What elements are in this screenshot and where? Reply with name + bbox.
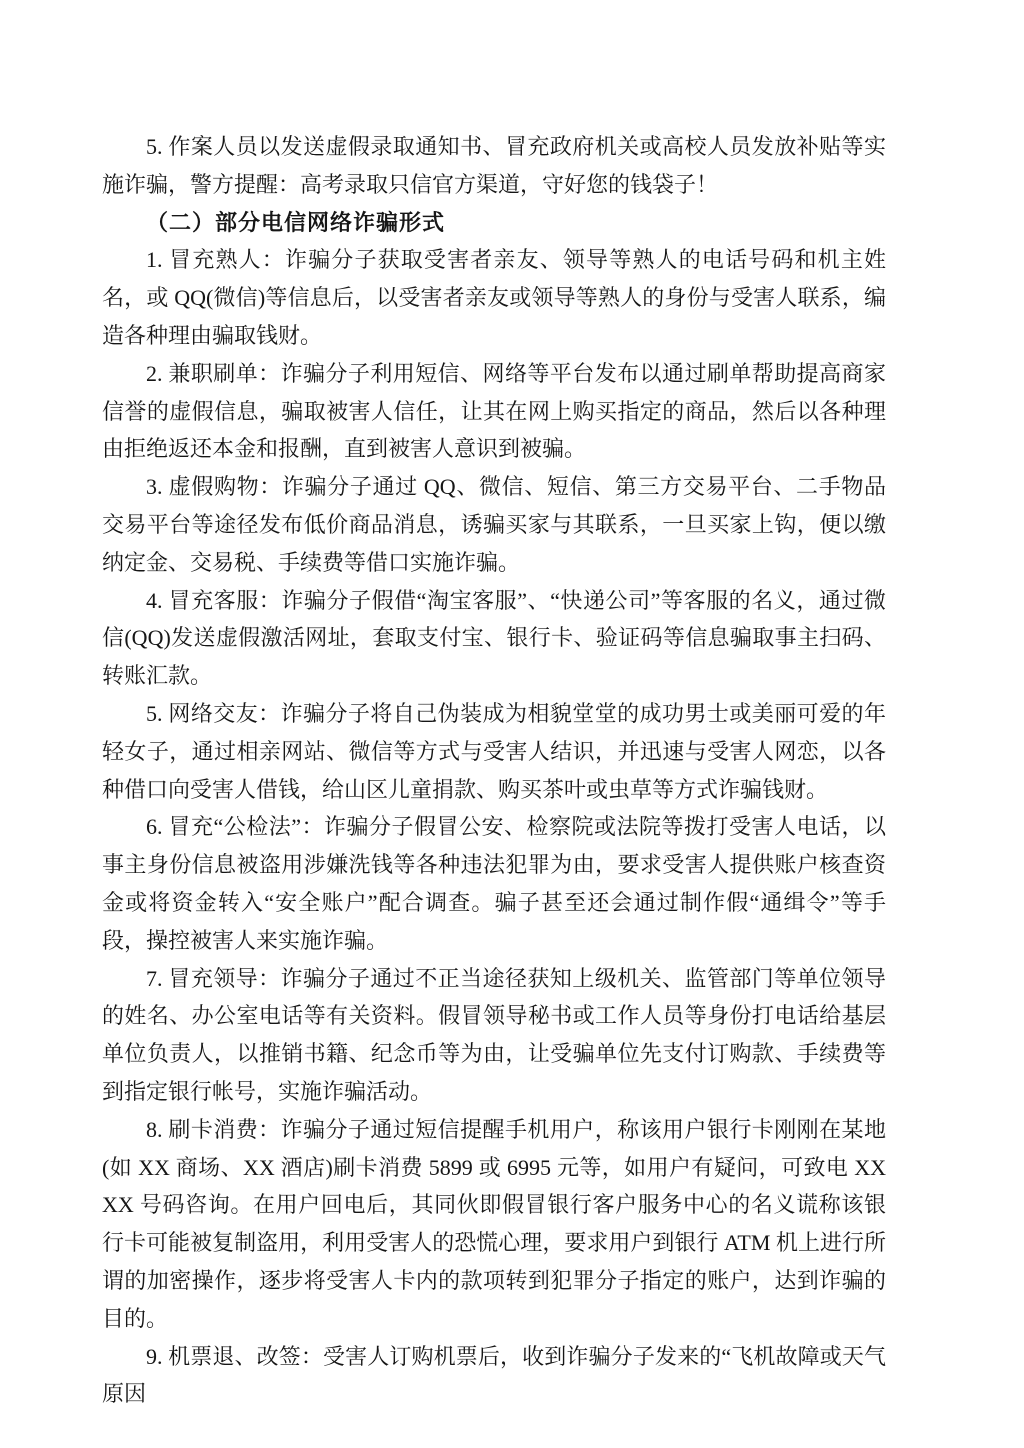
paragraph-fraud-type-7-impersonate-leader: 7. 冒充领导：诈骗分子通过不正当途径获知上级机关、监管部门等单位领导的姓名、办公室电话等有关资料。假冒领导秘书或工作人员等身份打电话给基层单位负责人，以推销书籍、纪念币等为由，让受骗单位先支付订购款、手续费等到指定银行帐号，实施诈骗活动。: [102, 965, 886, 1104]
paragraph-fraud-type-1-impersonate-acquaintance: 1. 冒充熟人：诈骗分子获取受害者亲友、领导等熟人的电话号码和机主姓名，或 QQ(微信)等信息后，以受害者亲友或领导等熟人的身份与受害人联系，编造各种理由骗取钱财。: [102, 247, 886, 348]
paragraph-fraud-type-2-order-brushing: 2. 兼职刷单：诈骗分子利用短信、网络等平台发布以通过刷单帮助提高商家信誉的虚假信息，骗取被害人信任，让其在网上购买指定的商品，然后以各种理由拒绝返还本金和报酬，直到被害人意识到被骗。: [102, 360, 886, 462]
paragraph-fraud-type-8-card-consumption: 8. 刷卡消费：诈骗分子通过短信提醒手机用户，称该用户银行卡刚刚在某地(如 XX 商场、XX 酒店)刷卡消费 5899 或 6995 元等，如用户有疑问，可致电 XXXX 号码咨询。在用户回电后，其同伙即假冒银行客户服务中心的名义谎称该银行卡可能被复制盗用，利用受害人的恐慌心理，要求用户到银行 ATM 机上进行所谓的加密操作，逐步将受害人卡内的款项转到犯罪分子指定的账户，达到诈骗的目的。: [102, 1116, 886, 1331]
section-heading-fraud-forms: （二）部分电信网络诈骗形式: [146, 209, 446, 235]
paragraph-fraud-type-3-fake-shopping: 3. 虚假购物：诈骗分子通过 QQ、微信、短信、第三方交易平台、二手物品交易平台等途径发布低价商品消息，诱骗买家与其联系，一旦买家上钩，便以缴纳定金、交易税、手续费等借口实施诈骗。: [102, 474, 886, 575]
paragraph-fraud-type-6-impersonate-police: 6. 冒充“公检法”：诈骗分子假冒公安、检察院或法院等拨打受害人电话，以事主身份信息被盗用涉嫌洗钱等各种违法犯罪为由，要求受害人提供账户核查资金或将资金转入“安全账户”配合调查。骗子甚至还会通过制作假“通缉令”等手段，操控被害人来实施诈骗。: [102, 814, 886, 953]
paragraph-fraud-type-9-ticket-refund: 9. 机票退、改签：受害人订购机票后，收到诈骗分子发来的“飞机故障或天气原因: [102, 1343, 886, 1407]
document-body: [102, 128, 886, 1413]
paragraph-fraud-type-4-fake-customer-service: 4. 冒充客服：诈骗分子假借“淘宝客服”、“快递公司”等客服的名义，通过微信(QQ)发送虚假激活网址，套取支付宝、银行卡、验证码等信息骗取事主扫码、转账汇款。: [102, 587, 886, 689]
paragraph-college-admission-fraud: 5. 作案人员以发送虚假录取通知书、冒充政府机关或高校人员发放补贴等实施诈骗，警方提醒：高考录取只信官方渠道，守好您的钱袋子！: [102, 134, 886, 197]
paragraph-fraud-type-5-online-dating: 5. 网络交友：诈骗分子将自己伪装成为相貌堂堂的成功男士或美丽可爱的年轻女子，通过相亲网站、微信等方式与受害人结识，并迅速与受害人网恋，以各种借口向受害人借钱，给山区儿童捐款、购买茶叶或虫草等方式诈骗钱财。: [102, 700, 886, 802]
